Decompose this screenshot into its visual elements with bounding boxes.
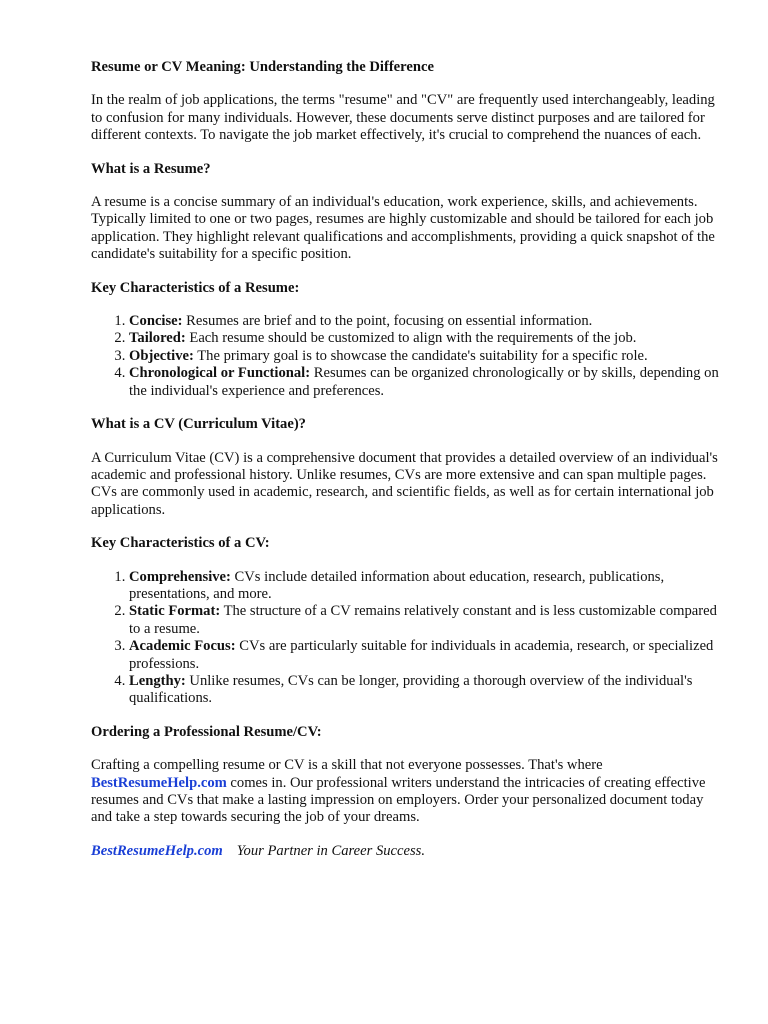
tagline-brand-link[interactable]: BestResumeHelp.com <box>91 842 223 859</box>
list-item-text: CVs are particularly suitable for individuals in academia, research, or specialized professions. <box>129 638 714 672</box>
cv-characteristics-heading: Key Characteristics of a CV: <box>91 535 270 552</box>
list-item-text: Resumes are brief and to the point, focusing on essential information. <box>182 313 593 330</box>
resume-characteristics-list <box>91 313 721 400</box>
list-item-text: The structure of a CV remains relatively constant and is less customizable compared to a resume. <box>129 603 717 637</box>
cv-heading: What is a CV (Curriculum Vitae)? <box>91 416 306 433</box>
ordering-paragraph <box>91 757 721 827</box>
list-item-term: Academic Focus: <box>129 638 236 655</box>
resume-characteristics-heading: Key Characteristics of a Resume: <box>91 279 300 296</box>
bestresumehelp-link[interactable]: BestResumeHelp.com <box>91 774 227 791</box>
list-item-text: Each resume should be customized to align with the requirements of the job. <box>185 330 637 347</box>
list-item-term: Tailored: <box>129 330 186 347</box>
list-item-text: The primary goal is to showcase the candidate's suitability for a specific role. <box>193 347 648 364</box>
list-item <box>129 673 721 708</box>
list-item-text: Resumes can be organized chronologically or by skills, depending on the individual's experience and preferences. <box>129 365 719 399</box>
list-item <box>129 348 721 365</box>
list-item <box>129 603 721 638</box>
intro-paragraph: In the realm of job applications, the terms "resume" and "CV" are frequently used interchangeably, leading to confusion for many individuals. However, these documents serve distinct purposes and are tailored for different contexts. To navigate the job market effectively, it's crucial to comprehend the nuances of each. <box>91 92 715 144</box>
list-item-text: Unlike resumes, CVs can be longer, providing a thorough overview of the individual's qualifications. <box>129 672 693 707</box>
list-item <box>129 569 721 604</box>
list-item <box>129 313 721 330</box>
document-page <box>91 59 721 860</box>
list-item-term: Chronological or Functional: <box>129 365 311 382</box>
cv-paragraph: A Curriculum Vitae (CV) is a comprehensive document that provides a detailed overview of an individual's academic and professional history. Unlike resumes, CVs are more extensive and can span multiple pages. CVs are commonly used in academic, research, and scientific fields, as well as for certain international job applications. <box>91 449 718 518</box>
document-title: Resume or CV Meaning: Understanding the Difference <box>91 59 434 75</box>
resume-paragraph: A resume is a concise summary of an individual's education, work experience, skills, and achievements. Typically limited to one or two pages, resumes are highly customizable and should be tailored for each job application. They highlight relevant qualifications and accomplishments, providing a quick snapshot of the candidate's suitability for a specific position. <box>91 194 715 263</box>
list-item-text: CVs include detailed information about education, research, publications, presentations, and more. <box>129 568 665 602</box>
cv-characteristics-list <box>91 569 721 708</box>
list-item-term: Objective: <box>129 347 194 364</box>
resume-heading: What is a Resume? <box>91 160 211 177</box>
list-item <box>129 330 721 347</box>
ordering-text-after: comes in. Our professional writers understand the intricacies of creating effective resumes and CVs that make a lasting impression on employers. Order your personalized document today and take a step towards securing the job of your dreams. <box>91 774 706 826</box>
list-item-term: Lengthy: <box>129 672 186 689</box>
ordering-text-before: Crafting a compelling resume or CV is a skill that not everyone possesses. That's where <box>91 757 603 774</box>
list-item-term: Concise: <box>129 313 183 330</box>
tagline <box>91 843 721 860</box>
list-item <box>129 365 721 400</box>
list-item-term: Static Format: <box>129 603 221 620</box>
tagline-slogan: Your Partner in Career Success. <box>236 842 425 859</box>
ordering-heading: Ordering a Professional Resume/CV: <box>91 723 322 740</box>
list-item <box>129 638 721 673</box>
list-item-term: Comprehensive: <box>129 568 231 585</box>
